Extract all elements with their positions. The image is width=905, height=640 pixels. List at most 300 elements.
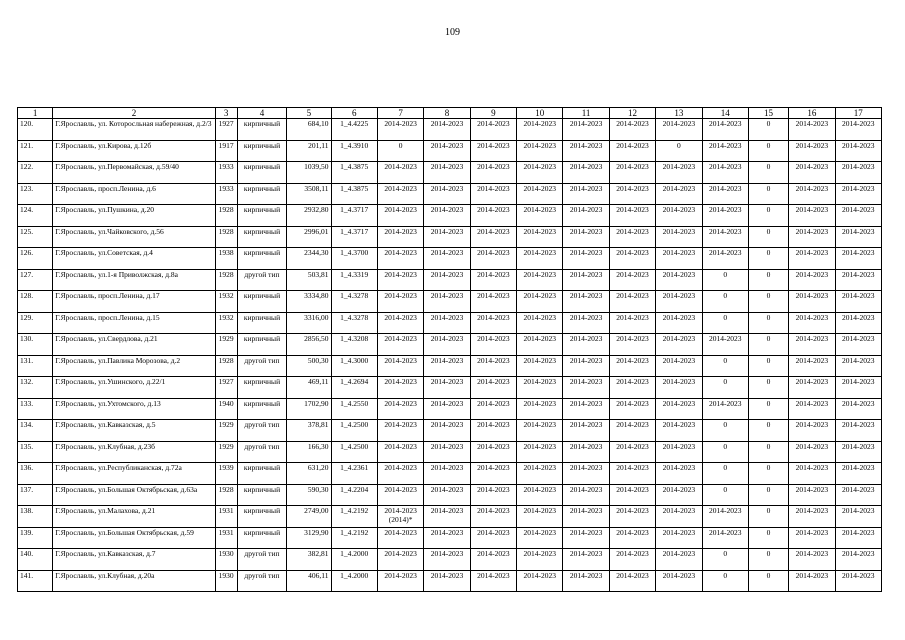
table-cell: 2996,01 [287,226,331,248]
table-cell: 2014-2023 [656,398,702,420]
table-row [18,527,882,549]
table-cell: 684,10 [287,119,331,141]
table-cell: 2014-2023 [789,226,835,248]
table-cell: 122. [18,162,53,184]
table-cell: 2014-2023 [609,484,655,506]
table-cell: 2014-2023 [563,377,609,399]
table-cell: 2014-2023 [789,312,835,334]
table-cell: 2014-2023 [609,506,655,528]
table-cell: 2014-2023 [789,527,835,549]
table-cell: 2014-2023 [563,527,609,549]
table-cell: 121. [18,140,53,162]
table-cell: 2014-2023 [656,162,702,184]
table-cell: 2014-2023 [377,527,423,549]
column-number-header: 10 [517,108,563,119]
column-number-header: 12 [609,108,655,119]
table-cell: 3129,90 [287,527,331,549]
table-cell: Г.Ярославль, ул.Пушкина, д.20 [53,205,215,227]
table-cell: Г.Ярославль, ул.Клубная, д.20а [53,570,215,592]
table-cell: 2014-2023 [609,377,655,399]
table-cell: 2014-2023 [424,140,470,162]
table-cell: 2014-2023 [563,162,609,184]
table-cell: Г.Ярославль, просп.Ленина, д.17 [53,291,215,313]
table-cell: 2014-2023 [609,334,655,356]
table-cell: 2014-2023 [609,441,655,463]
table-cell: 2014-2023 [835,334,881,356]
column-number-header: 11 [563,108,609,119]
table-cell: 1928 [215,226,237,248]
table-row [18,312,882,334]
table-cell: 2014-2023 [789,484,835,506]
table-cell: 2014-2023 [789,355,835,377]
table-cell: 2014-2023 [424,162,470,184]
table-cell: 2014-2023 [835,484,881,506]
table-cell: кирпичный [237,162,286,184]
table-cell: 2014-2023 [789,269,835,291]
table-cell: 2014-2023 [656,420,702,442]
table-cell: 141. [18,570,53,592]
table-cell: 2014-2023 [470,506,516,528]
table-cell: 2014-2023 [609,355,655,377]
table-row [18,205,882,227]
table-row [18,119,882,141]
table-cell: кирпичный [237,312,286,334]
table-cell: 2014-2023 [517,183,563,205]
table-cell: 2014-2023 [563,312,609,334]
table-cell: 2014-2023 [656,205,702,227]
table-cell: 2014-2023 [424,248,470,270]
table-cell: 2014-2023 [835,269,881,291]
table-cell: 130. [18,334,53,356]
table-cell: 2014-2023 [835,205,881,227]
table-cell: Г.Ярославль, ул.Ушинского, д.22/1 [53,377,215,399]
column-number-header: 16 [789,108,835,119]
table-cell: 137. [18,484,53,506]
table-cell: 1930 [215,570,237,592]
table-cell: 2014-2023 [424,420,470,442]
table-cell: другой тип [237,549,286,571]
table-cell: 2014-2023 [377,183,423,205]
table-cell: 631,20 [287,463,331,485]
table-cell: 2014-2023 [702,248,748,270]
table-cell: 2014-2023 [424,549,470,571]
table-cell: 2014-2023 [609,269,655,291]
table-cell: Г.Ярославль, ул.Малахова, д.21 [53,506,215,528]
table-cell: Г.Ярославль, ул.Клубная, д.23б [53,441,215,463]
table-cell: 1932 [215,312,237,334]
table-cell: 2014-2023 [702,119,748,141]
table-cell: 2014-2023 [656,183,702,205]
table-cell: 2014-2023 [377,248,423,270]
table-cell: 0 [748,312,788,334]
table-cell: 2014-2023 [470,226,516,248]
table-cell: кирпичный [237,527,286,549]
table-cell: 2014-2023 [563,463,609,485]
table-cell: 2014-2023 [377,312,423,334]
table-cell: 2014-2023 [377,398,423,420]
table-cell: 2014-2023 [835,291,881,313]
table-cell: 2014-2023 [424,312,470,334]
table-cell: 0 [748,334,788,356]
table-cell: 2014-2023 [609,226,655,248]
table-cell: 2014-2023 [656,570,702,592]
table-cell: 2014-2023 [563,506,609,528]
table-cell: 2014-2023 [702,162,748,184]
table-cell: 2014-2023 [789,248,835,270]
table-row [18,549,882,571]
table-cell: 2014-2023 [835,549,881,571]
table-cell: 2014-2023 [517,441,563,463]
table-cell: 2014-2023 [377,377,423,399]
table-cell: 1702,90 [287,398,331,420]
table-cell: 166,30 [287,441,331,463]
table-cell: 1_4.3319 [331,269,377,291]
table-cell: другой тип [237,570,286,592]
housing-repair-schedule-table [17,107,882,592]
column-number-header: 17 [835,108,881,119]
table-cell: 127. [18,269,53,291]
table-cell: Г.Ярославль, ул.Большая Октябрьская, д.59 [53,527,215,549]
table-cell: 1928 [215,269,237,291]
table-cell: 2014-2023 [470,484,516,506]
table-cell: 2014-2023 [377,119,423,141]
table-cell: 2014-2023 [656,441,702,463]
table-cell: 2014-2023 [609,463,655,485]
table-row [18,463,882,485]
table-cell: 2014-2023 [609,312,655,334]
table-cell: 0 [377,140,423,162]
table-cell: 1927 [215,119,237,141]
table-cell: 0 [702,420,748,442]
table-cell: 128. [18,291,53,313]
table-cell: 1939 [215,463,237,485]
table-cell: Г.Ярославль, ул.Кирова, д.12б [53,140,215,162]
table-cell: 2014-2023 [377,205,423,227]
table-cell: Г.Ярославль, ул.Большая Октябрьская, д.63а [53,484,215,506]
table-cell: 2014-2023 [424,377,470,399]
table-cell: 0 [702,463,748,485]
table-cell: Г.Ярославль, ул.Кавказская, д.7 [53,549,215,571]
table-cell: 2014-2023 [609,140,655,162]
table-cell: 2014-2023 [424,441,470,463]
table-cell: 2014-2023 [424,269,470,291]
table-cell: 139. [18,527,53,549]
table-cell: 2014-2023 [656,355,702,377]
table-cell: 0 [748,269,788,291]
column-number-header: 4 [237,108,286,119]
table-cell: 0 [748,140,788,162]
table-cell: 1_4.3278 [331,312,377,334]
column-number-header: 15 [748,108,788,119]
table-cell: кирпичный [237,506,286,528]
table-cell: 2014-2023 [563,355,609,377]
table-cell: 1929 [215,420,237,442]
table-cell: 1_4.3875 [331,183,377,205]
table-cell: 2014-2023 [377,570,423,592]
table-cell: 2014-2023 [835,377,881,399]
table-cell: 2014-2023 [656,463,702,485]
table-cell: кирпичный [237,119,286,141]
table-cell: 2014-2023 [517,527,563,549]
table-cell: 2014-2023 [563,398,609,420]
table-cell: 2014-2023 [789,549,835,571]
table-cell: 2014-2023 [609,119,655,141]
table-cell: 1_4.3278 [331,291,377,313]
table-cell: 2014-2023 [424,570,470,592]
table-cell: 1_4.2500 [331,420,377,442]
table-cell: 2014-2023 (2014)* [377,506,423,528]
table-cell: 2014-2023 [377,162,423,184]
table-cell: кирпичный [237,377,286,399]
table-cell: 3334,80 [287,291,331,313]
table-cell: 2014-2023 [656,334,702,356]
table-cell: 2014-2023 [789,183,835,205]
table-cell: 126. [18,248,53,270]
table-cell: 2014-2023 [377,484,423,506]
table-cell: 2014-2023 [377,334,423,356]
table-cell: 2014-2023 [656,119,702,141]
table-cell: 2014-2023 [517,248,563,270]
table-cell: другой тип [237,269,286,291]
table-cell: 0 [748,398,788,420]
table-row [18,506,882,528]
table-cell: 133. [18,398,53,420]
table-cell: 0 [748,463,788,485]
table-cell: 0 [748,420,788,442]
table-cell: 2014-2023 [563,549,609,571]
table-cell: 2014-2023 [835,355,881,377]
table-cell: 2014-2023 [789,463,835,485]
table-cell: 2014-2023 [789,398,835,420]
table-cell: 2014-2023 [470,377,516,399]
table-cell: 0 [748,291,788,313]
column-number-header: 1 [18,108,53,119]
table-cell: 2014-2023 [470,269,516,291]
table-cell: 2014-2023 [835,162,881,184]
table-cell: 1_4.2204 [331,484,377,506]
table-cell: 1928 [215,355,237,377]
table-cell: 2014-2023 [789,570,835,592]
table-body [18,119,882,592]
table-cell: 1039,50 [287,162,331,184]
table-cell: 2014-2023 [563,248,609,270]
table-cell: 2014-2023 [517,312,563,334]
table-cell: 2014-2023 [424,205,470,227]
table-cell: 2014-2023 [424,355,470,377]
table-cell: 2014-2023 [470,398,516,420]
table-cell: 0 [748,527,788,549]
table-cell: 2014-2023 [424,183,470,205]
table-cell: 0 [702,570,748,592]
table-row [18,398,882,420]
table-cell: 2014-2023 [656,269,702,291]
table-cell: 2014-2023 [517,140,563,162]
table-cell: 120. [18,119,53,141]
table-cell: 0 [748,506,788,528]
table-cell: Г.Ярославль, ул.Чайковского, д.56 [53,226,215,248]
table-cell: 2014-2023 [563,441,609,463]
table-cell: 2014-2023 [470,205,516,227]
table-cell: 132. [18,377,53,399]
table-cell: 0 [702,269,748,291]
table-cell: другой тип [237,355,286,377]
table-cell: 1940 [215,398,237,420]
table-cell: Г.Ярославль, просп.Ленина, д.15 [53,312,215,334]
table-cell: 0 [656,140,702,162]
table-cell: 1932 [215,291,237,313]
table-cell: 2344,30 [287,248,331,270]
table-cell: 2014-2023 [470,119,516,141]
table-cell: 2014-2023 [835,248,881,270]
column-number-header: 3 [215,108,237,119]
table-cell: 2014-2023 [609,183,655,205]
table-cell: 469,11 [287,377,331,399]
table-cell: 2014-2023 [563,269,609,291]
table-cell: 2014-2023 [377,420,423,442]
table-cell: 201,11 [287,140,331,162]
table-cell: 1933 [215,162,237,184]
table-cell: 1_4.3700 [331,248,377,270]
table-cell: 2014-2023 [470,420,516,442]
table-cell: 1_4.3875 [331,162,377,184]
table-cell: 2014-2023 [835,140,881,162]
table-cell: 2749,00 [287,506,331,528]
table-cell: Г.Ярославль, ул.Павлика Морозова, д.2 [53,355,215,377]
table-cell: 2014-2023 [563,334,609,356]
table-cell: 0 [748,377,788,399]
column-number-header: 13 [656,108,702,119]
table-cell: 382,81 [287,549,331,571]
table-cell: 2014-2023 [656,484,702,506]
column-number-row [18,108,882,119]
table-cell: Г.Ярославль, ул.Первомайская, д.59/40 [53,162,215,184]
table-cell: 3508,11 [287,183,331,205]
table-cell: 2014-2023 [702,140,748,162]
table-cell: кирпичный [237,334,286,356]
table-cell: 2014-2023 [789,420,835,442]
table-cell: 2014-2023 [789,377,835,399]
table-cell: 0 [702,441,748,463]
table-cell: кирпичный [237,226,286,248]
table-cell: 0 [702,355,748,377]
table-cell: 2014-2023 [835,506,881,528]
table-cell: 2014-2023 [835,527,881,549]
table-row [18,334,882,356]
table-cell: 2014-2023 [656,226,702,248]
table-cell: 1_4.3208 [331,334,377,356]
table-row [18,291,882,313]
column-number-header: 14 [702,108,748,119]
table-cell: 2014-2023 [702,205,748,227]
table-cell: 1929 [215,441,237,463]
table-cell: кирпичный [237,398,286,420]
table-cell: 2014-2023 [656,248,702,270]
table-cell: кирпичный [237,205,286,227]
table-cell: 0 [748,205,788,227]
page-number: 109 [445,27,460,38]
table-cell: 129. [18,312,53,334]
table-cell: 2014-2023 [563,420,609,442]
table-row [18,570,882,592]
table-cell: 1938 [215,248,237,270]
table-cell: 2014-2023 [517,205,563,227]
table-cell: Г.Ярославль, просп.Ленина, д.6 [53,183,215,205]
table-cell: 2014-2023 [424,119,470,141]
table-cell: 2014-2023 [424,506,470,528]
table-cell: 2014-2023 [563,119,609,141]
table-cell: 2014-2023 [835,570,881,592]
table-cell: 2014-2023 [656,527,702,549]
table-cell: 2014-2023 [563,570,609,592]
table-cell: 0 [748,162,788,184]
column-number-header: 6 [331,108,377,119]
table-cell: 2014-2023 [377,441,423,463]
table-cell: 2014-2023 [702,527,748,549]
table-cell: 124. [18,205,53,227]
table-cell: 2014-2023 [517,119,563,141]
table-cell: 1_4.3000 [331,355,377,377]
table-cell: 2014-2023 [470,570,516,592]
table-row [18,441,882,463]
table-cell: 2014-2023 [470,334,516,356]
table-cell: 0 [748,226,788,248]
table-cell: 2014-2023 [517,570,563,592]
table-cell: 1917 [215,140,237,162]
table-cell: 2014-2023 [424,484,470,506]
table-cell: Г.Ярославль, ул.1-я Приволжская, д.8а [53,269,215,291]
table-cell: кирпичный [237,463,286,485]
table-cell: 2014-2023 [377,269,423,291]
table-cell: 3316,00 [287,312,331,334]
table-cell: 2014-2023 [424,334,470,356]
table-cell: 2014-2023 [835,183,881,205]
table-cell: 0 [748,248,788,270]
table-cell: 2014-2023 [377,463,423,485]
table-cell: 2014-2023 [563,140,609,162]
table-cell: 0 [702,312,748,334]
table-cell: 2014-2023 [702,183,748,205]
table-cell: 1_4.2000 [331,570,377,592]
table-cell: 2014-2023 [789,441,835,463]
table-row [18,420,882,442]
table-cell: 2014-2023 [517,162,563,184]
table-cell: кирпичный [237,248,286,270]
table-cell: 2014-2023 [609,205,655,227]
table-cell: 2014-2023 [835,463,881,485]
table-row [18,183,882,205]
table-cell: 2014-2023 [517,291,563,313]
table-cell: 2014-2023 [377,355,423,377]
table-cell: 1929 [215,334,237,356]
table-row [18,377,882,399]
table-cell: 2014-2023 [424,527,470,549]
table-cell: Г.Ярославль, ул.Кавказская, д.5 [53,420,215,442]
table-cell: 2014-2023 [563,183,609,205]
table-cell: 1_4.4225 [331,119,377,141]
table-cell: 2014-2023 [470,355,516,377]
table-cell: 2014-2023 [517,226,563,248]
table-row [18,248,882,270]
table-row [18,162,882,184]
table-cell: 2014-2023 [789,506,835,528]
table-cell: 2014-2023 [609,527,655,549]
table-cell: 2014-2023 [609,570,655,592]
table-cell: 500,30 [287,355,331,377]
table-cell: 2014-2023 [609,549,655,571]
table-cell: кирпичный [237,291,286,313]
table-cell: 1_4.2694 [331,377,377,399]
table-cell: 0 [748,355,788,377]
